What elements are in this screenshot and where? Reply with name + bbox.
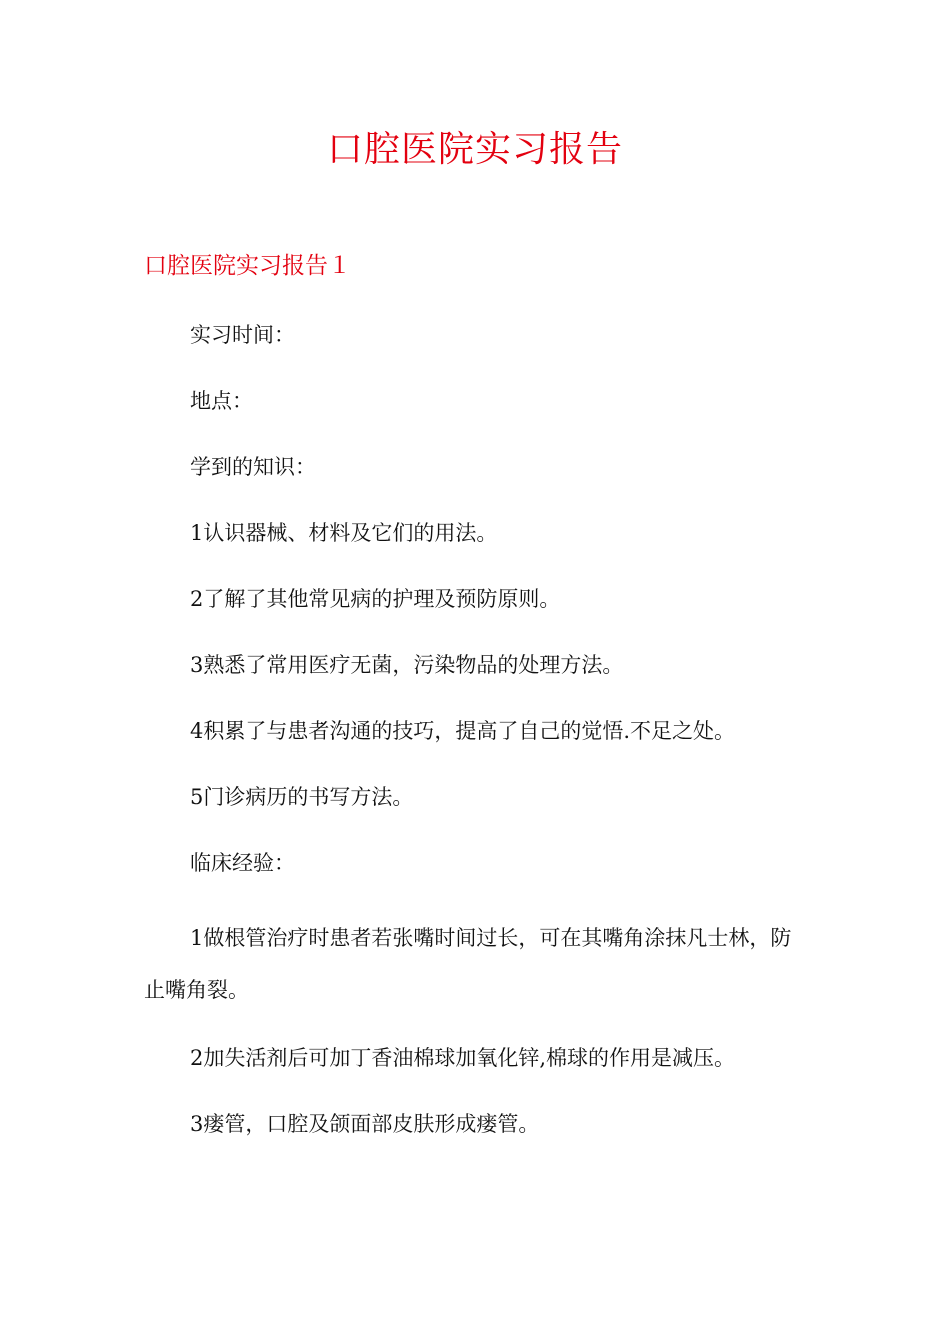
paragraph-internship-time: 实习时间：: [190, 323, 295, 347]
paragraph-clinical-heading: 临床经验：: [190, 851, 295, 875]
paragraph-knowledge-4: 4积累了与患者沟通的技巧，提高了自己的觉悟.不足之处。: [190, 719, 736, 743]
paragraph-clinical-3: 3瘘管，口腔及颌面部皮肤形成瘘管。: [190, 1112, 540, 1136]
paragraph-clinical-1: 1做根管治疗时患者若张嘴时间过长，可在其嘴角涂抹凡士林，防止嘴角裂。: [144, 926, 792, 1002]
paragraph-knowledge-3: 3熟悉了常用医疗无菌，污染物品的处理方法。: [190, 653, 624, 677]
section-heading: 口腔医院实习报告１: [144, 253, 351, 279]
document-title: 口腔医院实习报告: [326, 129, 623, 170]
paragraph-knowledge-2: 2了解了其他常见病的护理及预防原则。: [190, 587, 561, 611]
paragraph-clinical-2: 2加失活剂后可加丁香油棉球加氧化锌,棉球的作用是减压。: [190, 1046, 736, 1070]
paragraph-knowledge-heading: 学到的知识：: [190, 455, 316, 479]
document-body: [144, 318, 804, 1141]
paragraph-knowledge-1: 1认识器械、材料及它们的用法。: [190, 521, 498, 545]
paragraph-location: 地点：: [190, 389, 253, 413]
paragraph-knowledge-5: 5门诊病历的书写方法。: [190, 785, 414, 809]
